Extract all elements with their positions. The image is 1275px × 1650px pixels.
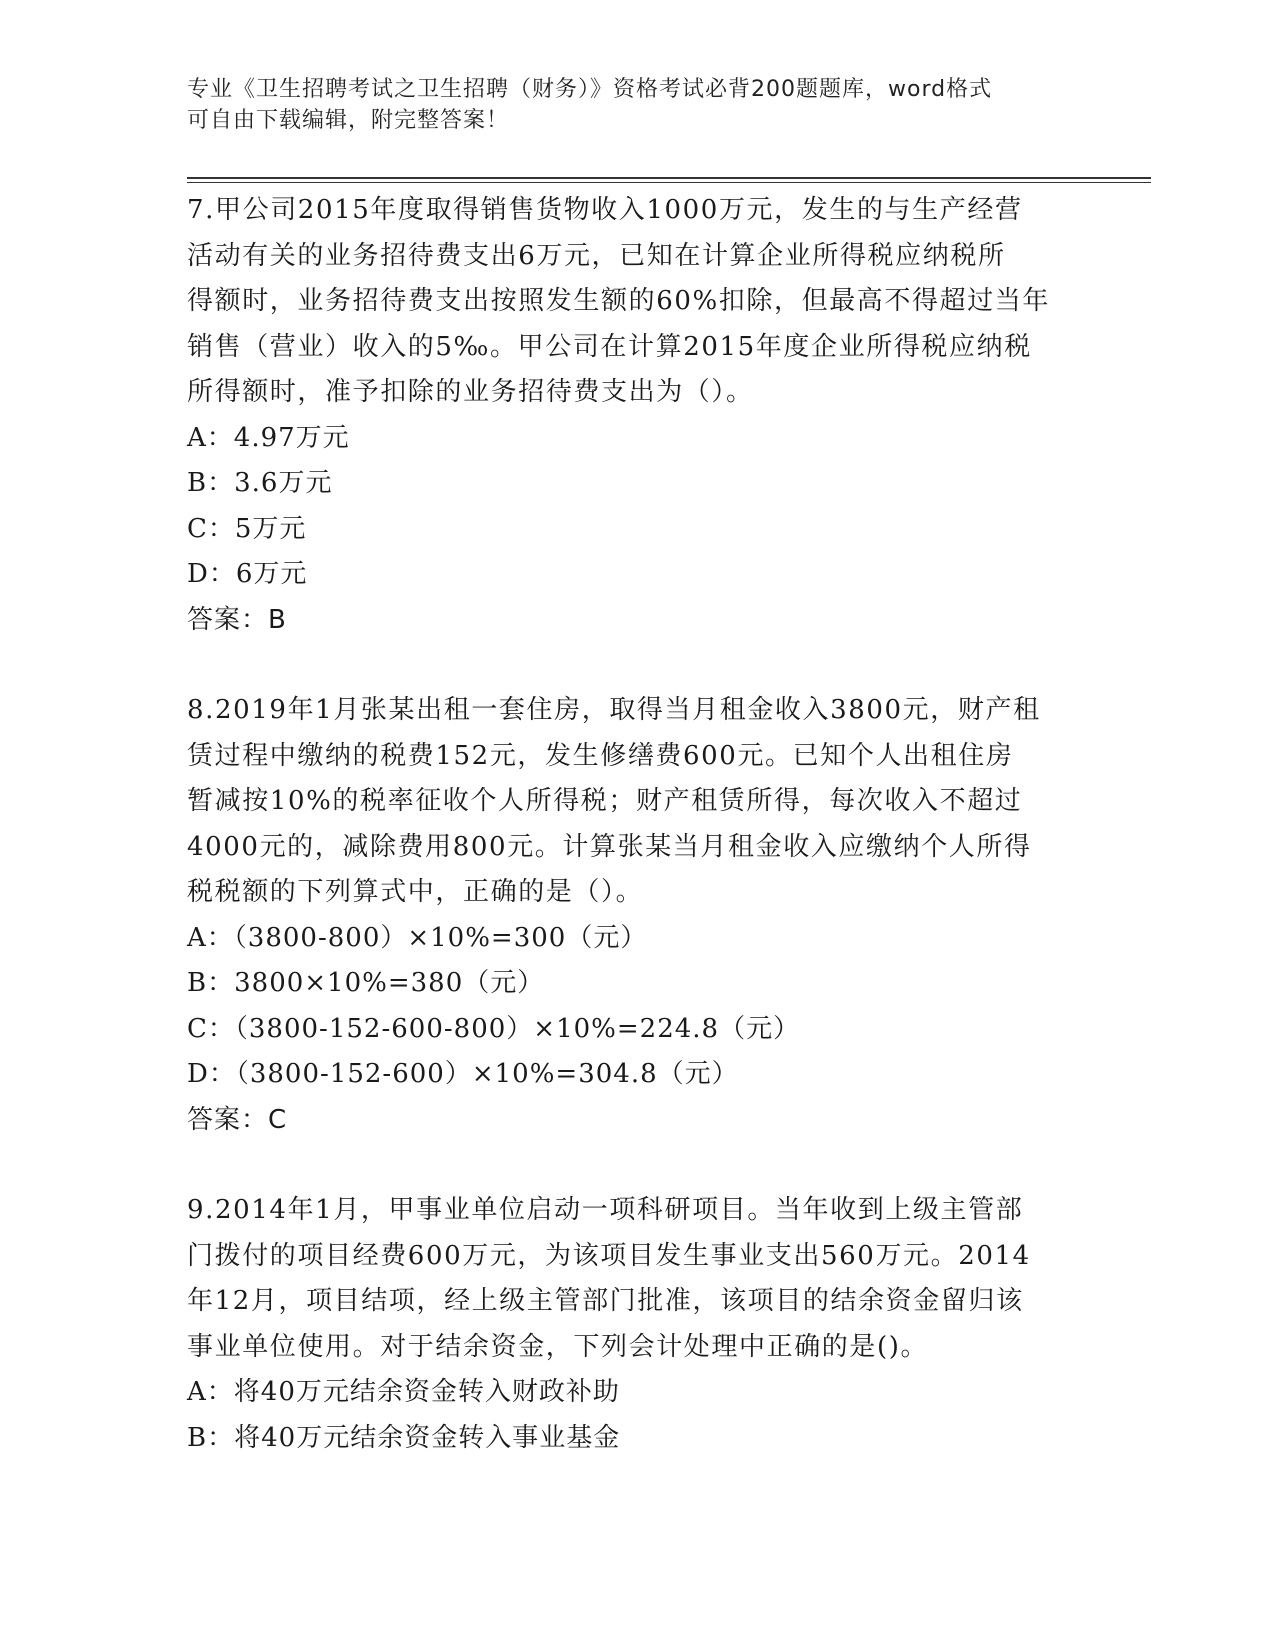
stem-line: 门拨付的项目经费600万元，为该项目发生事业支出560万元。2014 [187, 1240, 1031, 1271]
question-list [187, 188, 1087, 1461]
header-divider-thick [187, 177, 1151, 179]
option-c: C：5万元 [187, 513, 307, 544]
stem-line: 4000元的，减除费用800元。计算张某当月租金收入应缴纳个人所得 [187, 831, 1032, 862]
header-divider-thin [187, 182, 1151, 183]
option-a: A：（3800-800）×10%=300（元） [187, 922, 648, 953]
stem-line: 得额时，业务招待费支出按照发生额的60%扣除，但最高不得超过当年 [187, 286, 1050, 316]
option-a: A：4.97万元 [187, 422, 350, 453]
question-9 [187, 1188, 1087, 1461]
question-stem [187, 688, 1087, 916]
answer-line: 答案：C [187, 1104, 288, 1135]
stem-line: 9.2014年1月，甲事业单位启动一项科研项目。当年收到上级主管部 [187, 1195, 1024, 1225]
stem-line: 所得额时，准予扣除的业务招待费支出为（）。 [187, 377, 754, 407]
header-line-1: 专业《卫生招聘考试之卫生招聘（财务）》资格考试必背200题题库，word格式 [187, 77, 993, 102]
question-stem [187, 188, 1087, 416]
option-b: B：3.6万元 [187, 468, 333, 498]
stem-line: 事业单位使用。对于结余资金，下列会计处理中正确的是()。 [187, 1331, 929, 1362]
question-spacer [187, 1143, 1087, 1188]
stem-line: 暂减按10%的税率征收个人所得税；财产租赁所得，每次收入不超过 [187, 786, 1023, 816]
stem-line: 赁过程中缴纳的税费152元，发生修缮费600元。已知个人出租住房 [187, 740, 1014, 771]
option-a: A：将40万元结余资金转入财政补助 [187, 1377, 620, 1407]
option-b: B：将40万元结余资金转入事业基金 [187, 1422, 621, 1453]
stem-line: 活动有关的业务招待费支出6万元，已知在计算企业所得税应纳税所 [187, 240, 1006, 271]
option-d: D：6万元 [187, 559, 308, 589]
stem-line: 年12月，项目结项，经上级主管部门批准，该项目的结余资金留归该 [187, 1286, 1024, 1316]
stem-line: 8.2019年1月张某出租一套住房，取得当月租金收入3800元，财产租 [187, 695, 1041, 725]
stem-line: 销售（营业）收入的5‰。甲公司在计算2015年度企业所得税应纳税 [187, 331, 1032, 362]
option-d: D：（3800-152-600）×10%=304.8（元） [187, 1059, 739, 1089]
option-c: C：（3800-152-600-800）×10%=224.8（元） [187, 1013, 801, 1044]
stem-line: 税税额的下列算式中，正确的是（）。 [187, 877, 644, 907]
document-header [187, 74, 1087, 136]
option-b: B：3800×10%=380（元） [187, 968, 545, 998]
answer-line: 答案：B [187, 604, 287, 635]
question-7 [187, 188, 1087, 643]
stem-line: 7.甲公司2015年度取得销售货物收入1000万元，发生的与生产经营 [187, 195, 1023, 225]
question-8 [187, 688, 1087, 1143]
question-stem [187, 1188, 1087, 1370]
header-line-2: 可自由下载编辑，附完整答案！ [187, 108, 510, 133]
question-spacer [187, 643, 1087, 688]
